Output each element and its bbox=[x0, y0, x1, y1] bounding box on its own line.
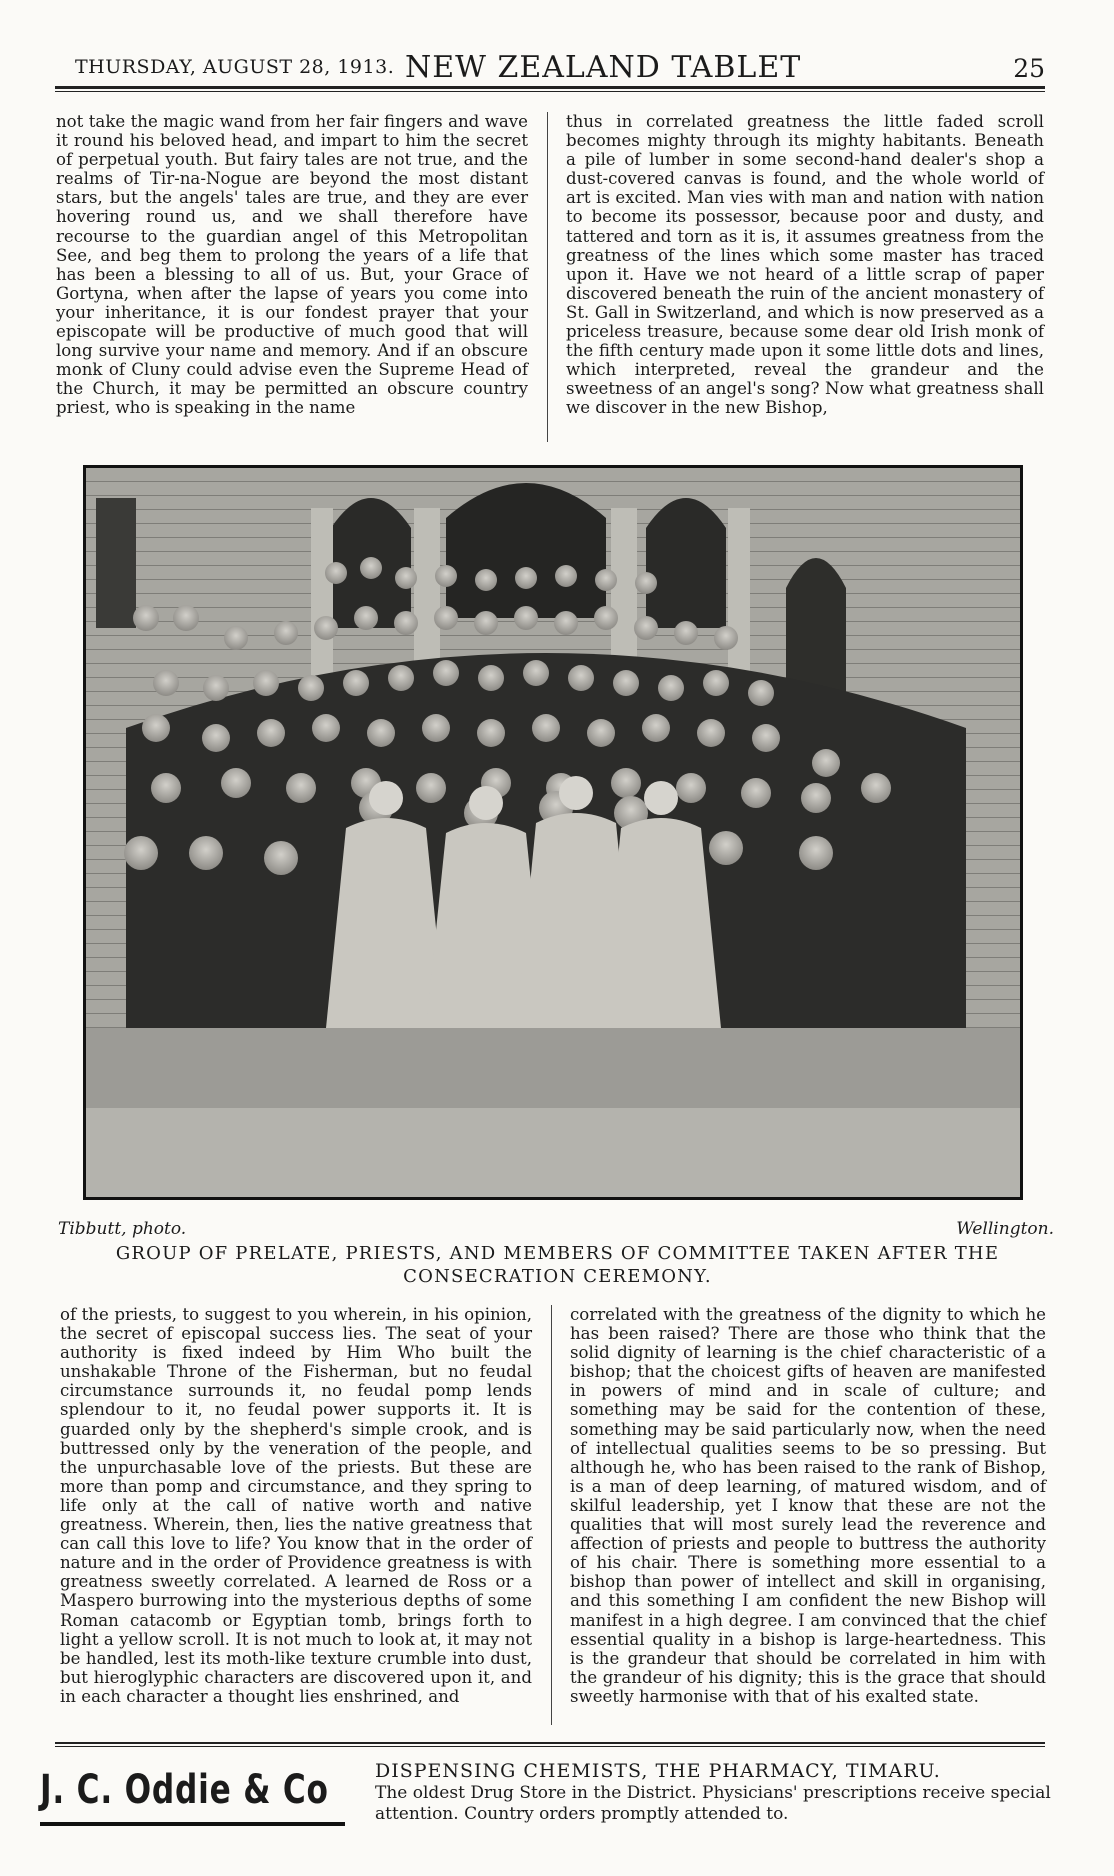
caption-line-2: CONSECRATION CEREMONY. bbox=[403, 1266, 712, 1287]
column-divider-bottom bbox=[551, 1305, 552, 1725]
advertiser-underline bbox=[40, 1822, 345, 1826]
header-rule-thin bbox=[55, 91, 1045, 92]
advertiser-name: J. C. Oddie & Co bbox=[40, 1767, 329, 1813]
article-top-right-column: thus in correlated greatness the little faded scroll becomes mighty through its mighty habitants. Beneath a pile of lumber in some second-hand dealer's shop a dust-covered canvas is found, and the whole world of art is excited. Man vies with man and nation with nation to become its possessor, because poor and dusty, and tattered and torn as it is, it assumes greatness from the greatness of the lines which some master has traced upon it. Have we not heard of a little scrap of paper discovered beneath the ruin of the ancient monastery of St. Gall in Switzerland, and which is now preserved as a priceless treasure, because some dear old Irish monk of the fifth century made upon it some little dots and lines, which interpreted, reveal the grandeur and the sweetness of an angel's song? Now what greatness shall we discover in the new Bishop, bbox=[566, 112, 1044, 418]
photo-location: Wellington. bbox=[956, 1219, 1054, 1239]
advert-rule bbox=[55, 1742, 1045, 1744]
photo-caption bbox=[60, 1242, 1055, 1288]
article-bottom-left-column: of the priests, to suggest to you wherein, in his opinion, the secret of episcopal success lies. The seat of your authority is fixed indeed by Him Who built the unshakable Throne of the Fisherman, but no feudal circumstance surrounds it, no feudal pomp lends splendour to it, no feudal power supports it. It is guarded only by the shepherd's simple crook, and is buttressed only by the veneration of the people, and the unpurchasable love of the priests. But these are more than pomp and circumstance, and they spring to life only at the call of native worth and native greatness. Wherein, then, lies the native greatness that can call this love to life? You know that in the order of nature and in the order of Providence greatness is with greatness sweetly correlated. A learned de Ross or a Maspero burrowing into the mysterious depths of some Roman catacomb or Egyptian tomb, brings forth to light a yellow scroll. It is not much to look at, it may not be handled, lest its moth-like texture crumble into dust, but hieroglyphic characters are discovered upon it, and in each character a thought lies enshrined, and bbox=[60, 1305, 532, 1706]
page-number: 25 bbox=[1013, 54, 1045, 83]
photo-credit: Tibbutt, photo. bbox=[58, 1219, 187, 1239]
group-photograph bbox=[83, 465, 1023, 1200]
issue-date: THURSDAY, AUGUST 28, 1913. bbox=[75, 56, 395, 78]
advert-rule-thin bbox=[55, 1746, 1045, 1747]
article-bottom-right-column: correlated with the greatness of the dignity to which he has been raised? There are those who think that the solid dignity of learning is the chief characteristic of a bishop; that the choicest gifts of heaven are manifested in powers of mind and in scale of culture; and something may be said for the contention of these, something may be said particularly now, when the need of intellectual qualities seems to be so pressing. But although he, who has been raised to the rank of Bishop, is a man of deep learning, of matured wisdom, and of skilful leadership, yet I know that these are not the qualities that will most surely lead the reverence and affection of priests and people to buttress the authority of his chair. There is something more essential to a bishop than power of intellect and skill in organising, and this something I am confident the new Bishop will manifest in a high degree. I am convinced that the chief essential quality in a bishop is large-heartedness. This is the grandeur that should be correlated in him with the grandeur of his dignity; this is the grace that should sweetly harmonise with that of his exalted state. bbox=[570, 1305, 1046, 1706]
advert-title: DISPENSING CHEMISTS, THE PHARMACY, TIMARU. bbox=[375, 1760, 941, 1782]
header-rule bbox=[55, 86, 1045, 89]
article-top-left-column: not take the magic wand from her fair fingers and wave it round his beloved head, and impart to him the secret of perpetual youth. But fairy tales are not true, and the realms of Tir-na-Nogue are beyond the most distant stars, but the angels' tales are true, and they are ever hovering round us, and we shall therefore have recourse to the guardian angel of this Metropolitan See, and beg them to prolong the years of a life that has been a blessing to all of us. But, your Grace of Gortyna, when after the lapse of years you come into your inheritance, it is our fondest prayer that your episcopate will be productive of much good that will long survive your name and memory. And if an obscure monk of Cluny could advise even the Supreme Head of the Church, it may be permitted an obscure country priest, who is speaking in the name bbox=[56, 112, 528, 418]
photo-illustration bbox=[86, 468, 1020, 1197]
caption-line-1: GROUP OF PRELATE, PRIESTS, AND MEMBERS OF COMMITTEE TAKEN AFTER THE bbox=[115, 1243, 1000, 1264]
page-header bbox=[55, 50, 1045, 84]
advert-body: The oldest Drug Store in the District. Physicians' prescriptions receive special attention. Country orders promptly attended to. bbox=[375, 1783, 1051, 1824]
column-divider-top bbox=[547, 112, 548, 442]
masthead: NEW ZEALAND TABLET bbox=[405, 50, 802, 85]
